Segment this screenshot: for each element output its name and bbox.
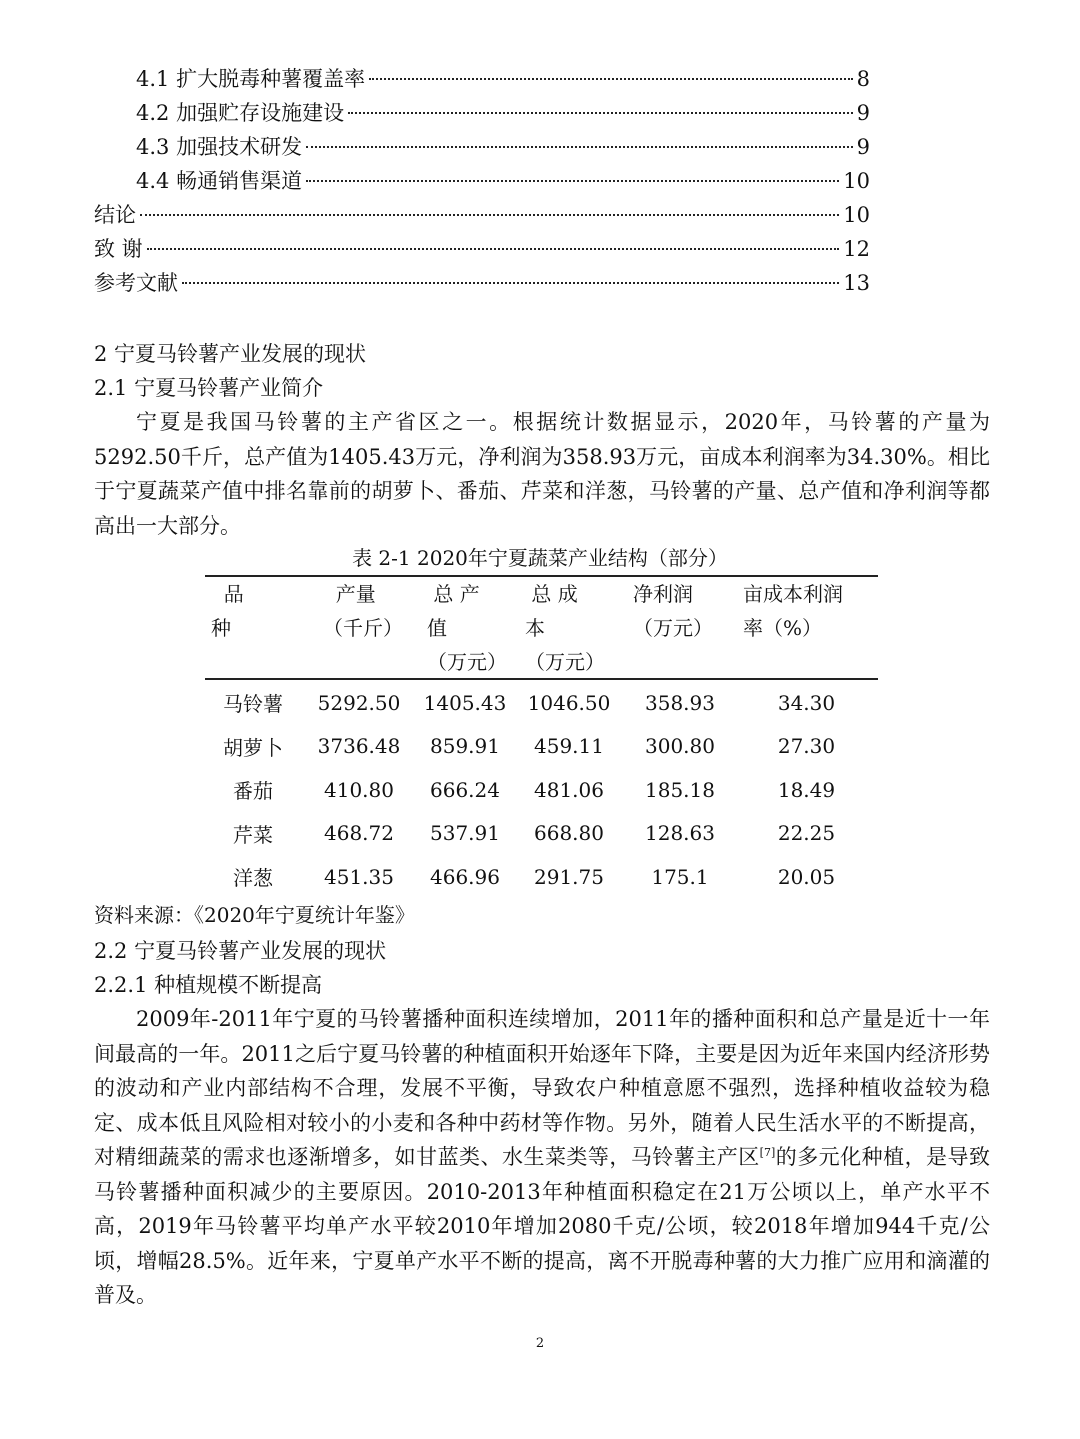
table-cell-value: 291.75 <box>534 864 604 889</box>
table-cell-variety: 番茄 <box>233 779 273 804</box>
table-cell-value: 5292.50 <box>317 690 401 715</box>
table-cell-value: 175.1 <box>651 864 709 889</box>
toc-leader-dots <box>147 248 840 250</box>
table-cell-value: 537.91 <box>430 821 500 846</box>
toc-entry[interactable] <box>94 266 870 300</box>
table-cell-value: 20.05 <box>777 864 836 889</box>
toc-entry[interactable] <box>94 198 870 232</box>
table-row <box>205 725 878 769</box>
table-cell-value: 300.80 <box>645 734 715 759</box>
toc-entry-label: 结论 <box>94 203 136 227</box>
toc-entry-label: 4.4 畅通销售渠道 <box>136 169 303 193</box>
table-cell-value: 1405.43 <box>423 690 507 715</box>
toc-leader-dots <box>182 282 839 284</box>
table-cell-variety: 马铃薯 <box>223 692 283 717</box>
table-cell-value: 468.72 <box>324 821 394 846</box>
toc-entry[interactable] <box>136 164 870 198</box>
table-cell-variety: 胡萝卜 <box>223 735 283 760</box>
paragraph-text: 2009年-2011年宁夏的马铃薯播种面积连续增加，2011年的播种面积和总产量是近十一年间最高的一年。2011之后宁夏马铃薯的种植面积开始逐年下降，主要是因为近年来国内经济形势的波动和产业内部结构不合理，发展不平衡，导致农户种植意愿不强烈，选择种植收益较为稳定、成本低且风险相对较小的小麦和各种中药材等作物。另外，随着人民生活水平的不断提高，对精细蔬菜的需求也逐渐增多，如甘蓝类、水生菜类等，马铃薯主产区 <box>94 1007 990 1169</box>
table-body <box>205 681 878 899</box>
citation-marker[interactable]: [7] <box>759 1146 776 1159</box>
toc-entry-page: 10 <box>843 203 870 227</box>
toc-entry-page: 9 <box>856 101 870 125</box>
toc-entry-label: 参考文献 <box>94 271 178 295</box>
table-cell-value: 859.91 <box>430 734 500 759</box>
table-cell-value: 668.80 <box>534 821 604 846</box>
table-header <box>205 577 878 679</box>
table-cell-variety: 洋葱 <box>233 866 273 891</box>
table-row <box>205 681 878 725</box>
table-cell-variety: 芹菜 <box>233 822 273 847</box>
toc-entry[interactable] <box>136 96 870 130</box>
table-row <box>205 768 878 812</box>
table-cell-value: 27.30 <box>777 734 836 759</box>
table-header-cell: 净利润 （万元） <box>633 582 713 640</box>
toc-entry-page: 12 <box>843 237 870 261</box>
table-cell-value: 3736.48 <box>317 734 401 759</box>
table-cell-value: 466.96 <box>430 864 500 889</box>
table-header-cell: 亩成本利润 率（%） <box>743 582 843 640</box>
table-cell-value: 18.49 <box>777 777 836 802</box>
toc-entry-page: 13 <box>843 271 870 295</box>
table-cell-value: 451.35 <box>324 864 394 889</box>
toc-leader-dots <box>140 214 839 216</box>
toc-entry-page: 8 <box>856 67 870 91</box>
table-cell-value: 666.24 <box>430 777 500 802</box>
table-cell-value: 185.18 <box>645 777 715 802</box>
paragraph: 宁夏是我国马铃薯的主产省区之一。根据统计数据显示，2020年，马铃薯的产量为5292.50千斤，总产值为1405.43万元，净利润为358.93万元，亩成本利润率为34.30%。相比于宁夏蔬菜产值中排名靠前的胡萝卜、番茄、芹菜和洋葱，马铃薯的产量、总产值和净利润等都高出一大部分。 <box>94 410 990 538</box>
paragraph <box>94 1002 990 1313</box>
table-header-cell: 产量 （千斤） <box>323 582 403 640</box>
table-mid-rule <box>205 678 878 680</box>
toc-leader-dots <box>369 78 853 80</box>
section-heading: 2 宁夏马铃薯产业发展的现状 <box>94 342 367 366</box>
table-cell-value: 128.63 <box>645 821 715 846</box>
table-header-cell: 总 成 本 （万元） <box>525 582 605 674</box>
table-cell-value: 34.30 <box>777 690 836 715</box>
table-cell-value: 410.80 <box>324 777 394 802</box>
table-cell-value: 22.25 <box>777 821 836 846</box>
toc-entry[interactable] <box>136 130 870 164</box>
subsection-heading: 2.1 宁夏马铃薯产业简介 <box>94 376 324 400</box>
toc-entry[interactable] <box>136 62 870 96</box>
toc-leader-dots <box>348 112 853 114</box>
toc-entry-label: 4.1 扩大脱毒种薯覆盖率 <box>136 67 366 91</box>
table-row <box>205 855 878 899</box>
subsection-heading: 2.2 宁夏马铃薯产业发展的现状 <box>94 939 387 963</box>
table-header-cell: 总 产 值 （万元） <box>427 582 507 674</box>
table-cell-value: 358.93 <box>645 690 715 715</box>
table-cell-value: 1046.50 <box>527 690 611 715</box>
subsubsection-heading: 2.2.1 种植规模不断提高 <box>94 973 323 997</box>
toc-entry-label: 致 谢 <box>94 237 143 261</box>
toc-entry-label: 4.2 加强贮存设施建设 <box>136 101 345 125</box>
toc-entry[interactable] <box>94 232 870 266</box>
toc-leader-dots <box>306 146 853 148</box>
table-row <box>205 812 878 856</box>
paragraph-text: 的多元化种植，是导致马铃薯播种面积减少的主要原因。2010-2013年种植面积稳定在21万公顷以上，单产水平不高，2019年马铃薯平均单产水平较2010年增加2080千克/公顷，较2018年增加944千克/公顷，增幅28.5%。近年来，宁夏单产水平不断的提高，离不开脱毒种薯的大力推广应用和滴灌的普及。 <box>94 1145 990 1307</box>
table-source-note: 资料来源：《2020年宁夏统计年鉴》 <box>94 903 415 927</box>
toc-leader-dots <box>306 180 839 182</box>
table-caption: 表 2-1 2020年宁夏蔬菜产业结构（部分） <box>352 546 728 570</box>
table-cell-value: 481.06 <box>534 777 604 802</box>
page-number: 2 <box>535 1336 545 1351</box>
toc-entry-label: 4.3 加强技术研发 <box>136 135 303 159</box>
table-cell-value: 459.11 <box>534 734 604 759</box>
toc-entry-page: 10 <box>843 169 870 193</box>
table-header-cell: 品 种 <box>211 582 244 640</box>
toc-entry-page: 9 <box>856 135 870 159</box>
